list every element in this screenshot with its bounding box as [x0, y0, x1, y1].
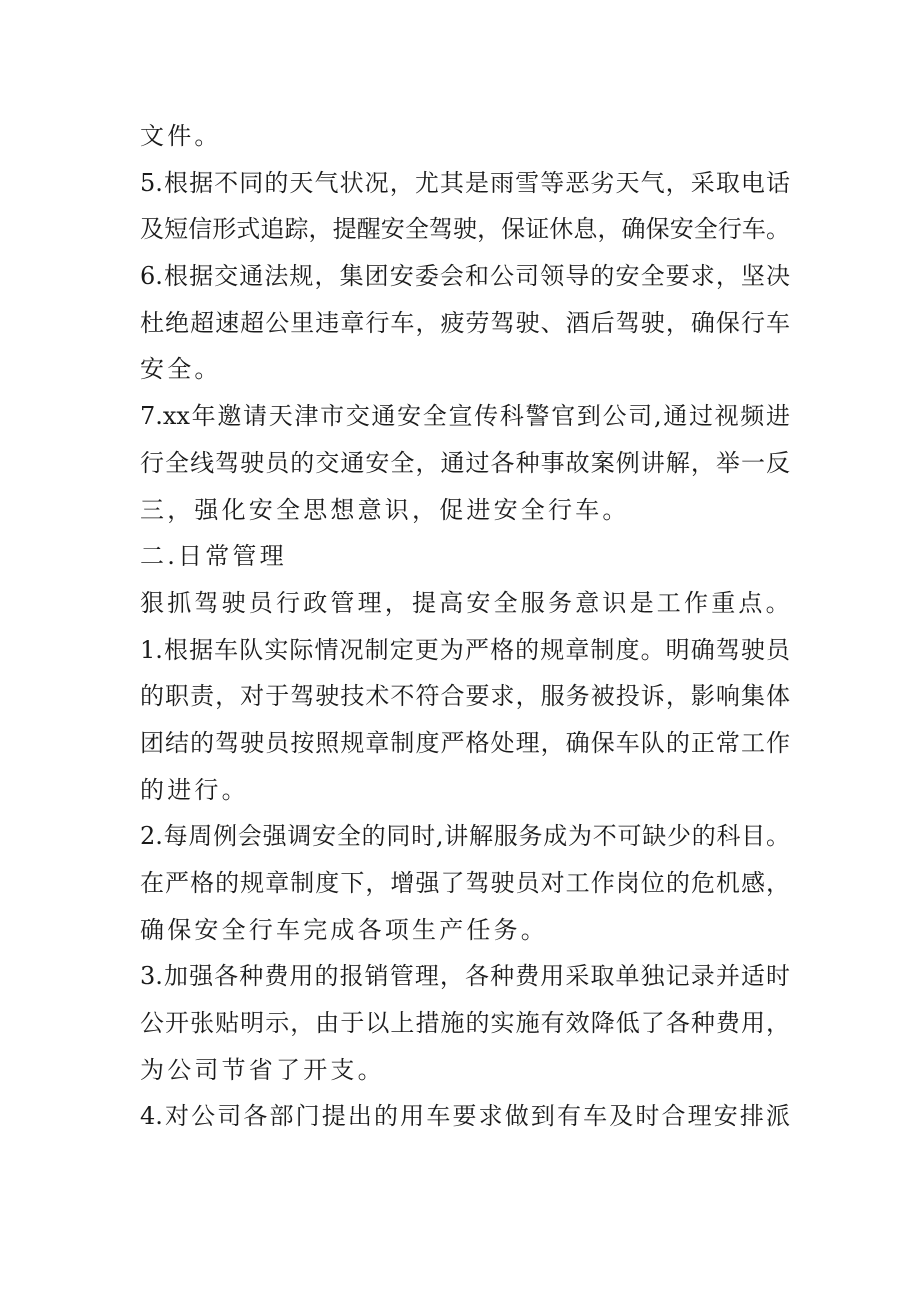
text-line: 及短信形式追踪，提醒安全驾驶，保证休息，确保安全行车。: [140, 215, 790, 244]
text-line: 7.xx年邀请天津市交通安全宣传科警官到公司,通过视频进: [140, 402, 790, 431]
text-line: 4.对公司各部门提出的用车要求做到有车及时合理安排派: [140, 1102, 790, 1131]
text-line: 二.日常管理: [140, 542, 287, 571]
text-line: 杜绝超速超公里违章行车，疲劳驾驶、酒后驾驶，确保行车: [140, 308, 790, 337]
text-line: 安全。: [140, 355, 222, 384]
text-line: 的进行。: [140, 775, 249, 804]
text-line: 5.根据不同的天气状况，尤其是雨雪等恶劣天气，采取电话: [140, 168, 790, 197]
text-line: 文件。: [140, 122, 222, 150]
text-line: 1.根据车队实际情况制定更为严格的规章制度。明确驾驶员: [140, 635, 790, 664]
text-line: 公开张贴明示，由于以上措施的实施有效降低了各种费用，: [140, 1009, 790, 1038]
text-line: 6.根据交通法规，集团安委会和公司领导的安全要求，坚决: [140, 262, 790, 291]
text-line: 2.每周例会强调安全的同时,讲解服务成为不可缺少的科目。: [140, 822, 790, 851]
text-line: 的职责，对于驾驶技术不符合要求，服务被投诉，影响集体: [140, 682, 790, 711]
text-line: 团结的驾驶员按照规章制度严格处理，确保车队的正常工作: [140, 728, 790, 757]
text-line: 行全线驾驶员的交通安全，通过各种事故案例讲解，举一反: [140, 448, 790, 477]
text-line: 三，强化安全思想意识，促进安全行车。: [140, 495, 630, 524]
text-line: 在严格的规章制度下，增强了驾驶员对工作岗位的危机感，: [140, 869, 790, 897]
text-line: 确保安全行车完成各项生产任务。: [140, 915, 548, 944]
text-line: 3.加强各种费用的报销管理，各种费用采取单独记录并适时: [140, 962, 790, 991]
text-line: 狠抓驾驶员行政管理，提高安全服务意识是工作重点。: [140, 588, 793, 617]
text-line: 为公司节省了开支。: [140, 1055, 385, 1084]
document-body: [140, 113, 793, 1140]
